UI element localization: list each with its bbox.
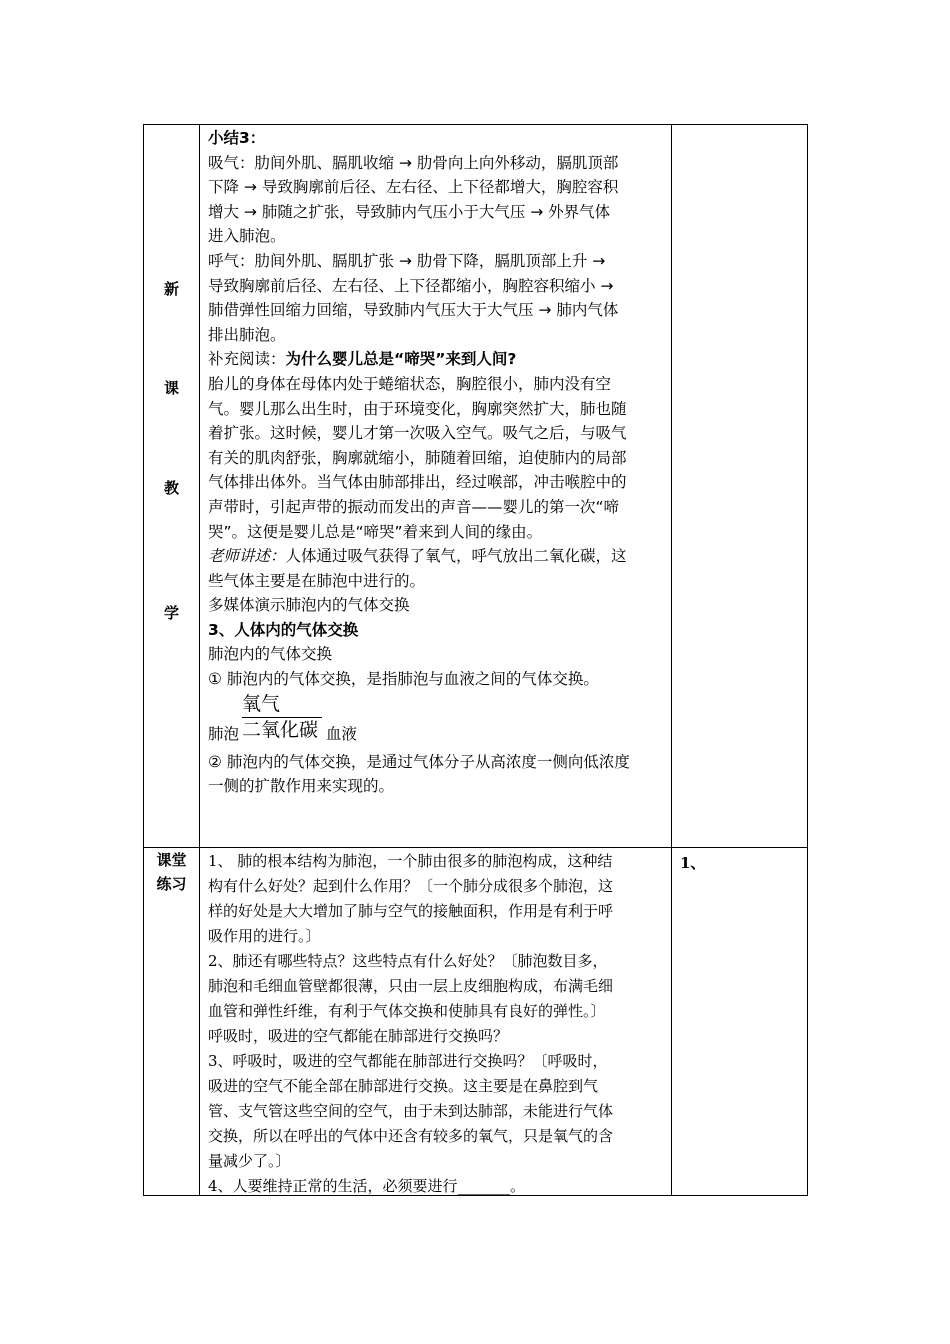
formula-bottom: 二氧化碳: [242, 718, 319, 741]
multimedia-note: 多媒体演示肺泡内的气体交换: [208, 596, 410, 615]
teacher-line: [208, 544, 663, 569]
new-lesson-content: [200, 125, 671, 846]
new-lesson-row: [144, 125, 808, 848]
exercise-line: 2、肺还有哪些特点？这些特点有什么好处？〔肺泡数目多，: [208, 952, 608, 970]
formula-right: 血液: [326, 724, 358, 743]
exercise-answer: 1、: [680, 854, 706, 872]
exercise-answer-cell: [672, 848, 808, 1196]
exercise-label: 练习: [156, 875, 187, 893]
exercise-line: 吸作用的进行。〕: [208, 927, 321, 945]
exhale-line: 排出肺泡。: [208, 325, 286, 344]
inhale-line: 增大 → 肺随之扩张，导致肺内气压小于大气压 → 外界气体: [208, 202, 611, 221]
inhale-line: 下降 → 导致胸廓前后径、左右径、上下径都增大，胸腔容积: [208, 178, 619, 197]
reading-heading: [208, 347, 663, 372]
inhale-line: 进入肺泡。: [208, 227, 286, 246]
reading-line: 声带时，引起声带的振动而发出的声音——婴儿的第一次“啼: [208, 497, 620, 516]
sub-heading: 肺泡内的气体交换: [208, 645, 333, 664]
reading-line: 着扩张。这时候，婴儿才第一次吸入空气。吸气之后，与吸气: [208, 424, 627, 443]
teacher-text: 人体通过吸气获得了氧气，呼气放出二氧化碳，这: [285, 547, 627, 566]
exercise-line: 样的好处是大大增加了肺与空气的接触面积，作用是有利于呼: [208, 902, 614, 920]
formula-left: 肺泡: [208, 724, 240, 743]
formula-top: 氧气: [242, 692, 281, 715]
label-char: 新: [163, 280, 179, 298]
point-two-line: 一侧的扩散作用来实现的。: [208, 777, 395, 796]
new-lesson-notes-cell: [672, 125, 808, 848]
reading-line: 有关的肌肉舒张，胸廓就缩小，肺随着回缩，迫使肺内的局部: [208, 448, 627, 467]
reading-prefix: 补充阅读：: [208, 350, 286, 369]
teacher-line: 些气体主要是在肺泡中进行的。: [208, 571, 426, 590]
exercise-line: 血管和弹性纤维，有利于气体交换和使肺具有良好的弹性。〕: [208, 1002, 606, 1020]
exercise-line: 1、 肺的根本结构为肺泡，一个肺由很多的肺泡构成，这种结: [208, 852, 613, 870]
gas-exchange-formula: [208, 692, 663, 750]
label-char: 教: [163, 479, 179, 497]
point-one: ① 肺泡内的气体交换，是指肺泡与血液之间的气体交换。: [208, 670, 599, 689]
exercise-label: 课堂: [156, 851, 187, 869]
label-char: 学: [163, 604, 179, 622]
exhale-line: 肺借弹性回缩力回缩，导致肺内气压大于大气压 → 肺内气体: [208, 301, 619, 320]
reading-title: 为什么婴儿总是“啼哭”来到人间?: [285, 350, 517, 369]
exercise-line: 构有什么好处？起到什么作用？〔一个肺分成很多个肺泡，这: [208, 877, 614, 895]
exhale-line: 导致胸廓前后径、左右径、上下径都缩小，胸腔容积缩小 →: [208, 276, 614, 295]
exercise-content: [200, 848, 671, 1195]
reading-line: 气。婴儿那么出生时，由于环境变化，胸廓突然扩大，肺也随: [208, 399, 627, 418]
exercise-line: 管、支气管这些空间的空气，由于未到达肺部，未能进行气体: [208, 1102, 614, 1120]
point-two-line: ② 肺泡内的气体交换，是通过气体分子从高浓度一侧向低浓度: [208, 752, 630, 771]
reading-line: 胎儿的身体在母体内处于蜷缩状态，胸腔很小，肺内没有空: [208, 374, 612, 393]
section-heading: 3、人体内的气体交换: [208, 620, 359, 639]
reading-line: 气体排出体外。当气体由肺部排出，经过喉部，冲击喉腔中的: [208, 473, 627, 492]
summary-title: 小结3：: [208, 129, 266, 147]
exhale-line: 呼气：肋间外肌、膈肌扩张 → 肋骨下降，膈肌顶部上升 →: [208, 251, 606, 270]
inhale-line: 吸气：肋间外肌、膈肌收缩 → 肋骨向上向外移动，膈肌顶部: [208, 153, 619, 172]
exercise-line: 肺泡和毛细血管壁都很薄，只由一层上皮细胞构成，布满毛细: [208, 977, 614, 995]
exercise-row: [144, 848, 808, 1196]
exercise-line: 交换，所以在呼出的气体中还含有较多的氧气，只是氧气的含: [208, 1127, 614, 1145]
reading-line: 哭”。这便是婴儿总是“啼哭”着来到人间的缘由。: [208, 522, 543, 541]
label-char: 课: [163, 379, 179, 397]
new-lesson-label-cell: [144, 125, 200, 848]
teacher-label: 老师讲述：: [208, 547, 286, 566]
exercise-content-cell: [200, 848, 672, 1196]
new-lesson-content-cell: [200, 125, 672, 848]
new-lesson-label: [144, 125, 199, 847]
lesson-table: [143, 124, 808, 1196]
exercise-line: 呼吸时，吸进的空气都能在肺部进行交换吗？: [208, 1027, 509, 1045]
exercise-line: 吸进的空气不能全部在肺部进行交换。这主要是在鼻腔到气: [208, 1077, 599, 1095]
exercise-line: 量减少了。〕: [208, 1152, 291, 1170]
exercise-label-cell: [144, 848, 200, 1196]
exercise-line: 4、人要维持正常的生活，必须要进行_______。: [208, 1177, 526, 1195]
exercise-line: 3、呼吸时，吸进的空气都能在肺部进行交换吗？〔呼吸时，: [208, 1052, 608, 1070]
